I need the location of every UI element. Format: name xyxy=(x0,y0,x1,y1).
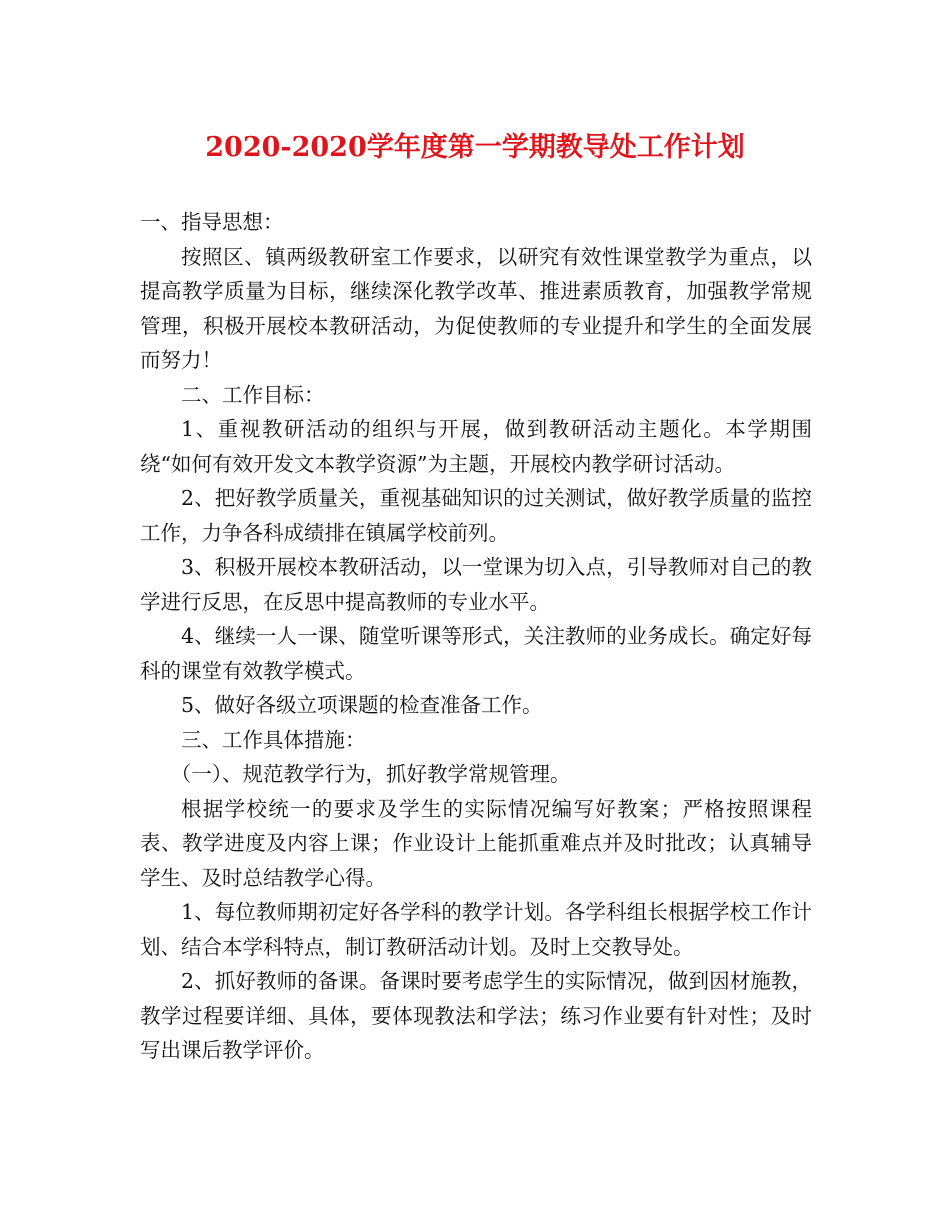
paragraph: 3、积极开展校本教研活动，以一堂课为切入点，引导教师对自己的教学进行反思，在反思中提高教师的专业水平。 xyxy=(140,555,812,614)
paragraph: 4、继续一人一课、随堂听课等形式，关注教师的业务成长。确定好每科的课堂有效教学模式。 xyxy=(140,624,812,683)
paragraph: 5、做好各级立项课题的检查准备工作。 xyxy=(181,693,543,717)
paragraph: 2、把好教学质量关，重视基础知识的过关测试，做好教学质量的监控工作，力争各科成绩排在镇属学校前列。 xyxy=(140,486,812,545)
paragraph: 1、重视教研活动的组织与开展，做到教研活动主题化。本学期围绕“如何有效开发文本教学资源”为主题，开展校内教学研讨活动。 xyxy=(140,417,812,476)
section-heading-guiding-ideas: 一、指导思想： xyxy=(140,210,284,234)
paragraph: 1、每位教师期初定好各学科的教学计划。各学科组长根据学校工作计划、结合本学科特点，制订教研活动计划。及时上交教导处。 xyxy=(140,900,812,959)
subsection-heading: （一）、规范教学行为，抓好教学常规管理。 xyxy=(170,762,571,786)
paragraph: 2、抓好教师的备课。备课时要考虑学生的实际情况，做到因材施教，教学过程要详细、具体，要体现教法和学法；练习作业要有针对性；及时写出课后教学评价。 xyxy=(140,969,812,1062)
paragraph: 按照区、镇两级教研室工作要求，以研究有效性课堂教学为重点，以提高教学质量为目标，继续深化教学改革、推进素质教育，加强教学常规管理，积极开展校本教研活动，为促使教师的专业提升和学生的全面发展而努力！ xyxy=(140,244,812,372)
document-body xyxy=(140,205,812,1068)
section-heading-measures: 三、工作具体措施： xyxy=(181,727,366,752)
paragraph: 根据学校统一的要求及学生的实际情况编写好教案；严格按照课程表、教学进度及内容上课；作业设计上能抓重难点并及时批改；认真辅导学生、及时总结教学心得。 xyxy=(140,796,812,890)
section-heading-work-goals: 二、工作目标： xyxy=(181,382,325,407)
document-title: 2020-2020学年度第一学期教导处工作计划 xyxy=(205,132,745,163)
